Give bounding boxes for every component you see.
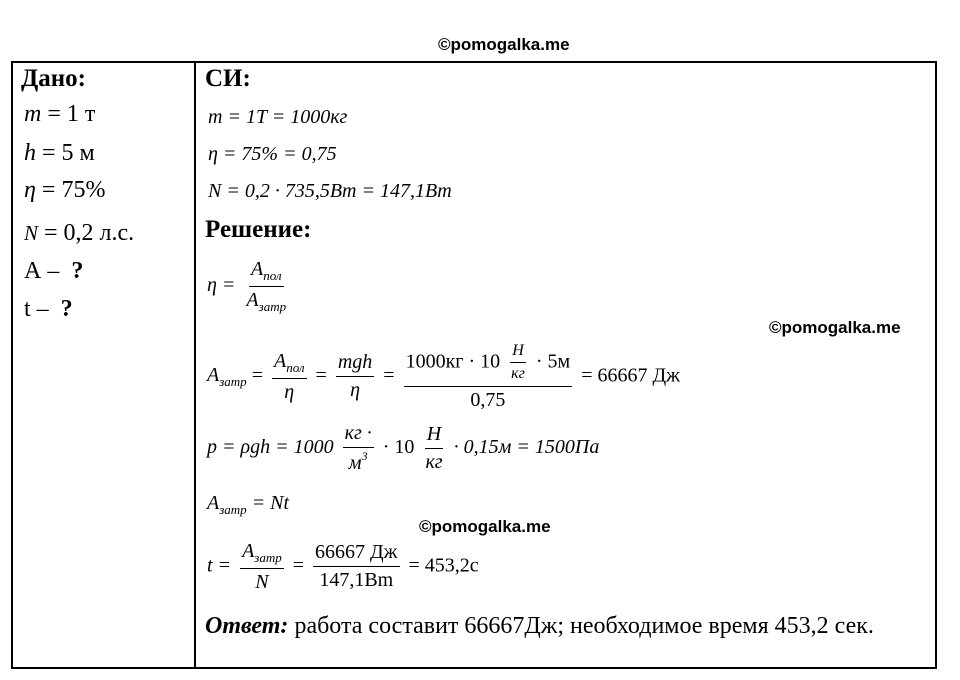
f2-eq3: = xyxy=(383,364,395,387)
formula-efficiency-frac xyxy=(244,258,288,315)
f2-lhs-main: A xyxy=(207,364,220,387)
f2-c-den: 0,75 xyxy=(470,388,506,411)
f1-den-main: A xyxy=(246,288,259,311)
f5-a-num-main: A xyxy=(242,540,255,562)
given-power-value: = 0,2 л.с. xyxy=(44,220,135,246)
f2-c-inner-den: кг xyxy=(511,365,525,383)
answer-text: работа составит 66667Дж; необходимое время 453,2 сек. xyxy=(294,613,874,639)
f2-result: = 66667 Дж xyxy=(581,364,680,387)
f2-a-den: η xyxy=(284,380,295,403)
given-height-value: = 5 м xyxy=(42,140,95,166)
column-divider xyxy=(194,61,196,669)
f2-eq2: = xyxy=(315,364,327,387)
f2-frac-a xyxy=(272,350,307,404)
formula-total-work xyxy=(207,342,680,412)
f2-frac-b xyxy=(336,351,374,402)
f5-eq: = xyxy=(292,554,305,577)
f1-num-sub: пол xyxy=(263,268,282,283)
f5-frac-b xyxy=(313,541,399,592)
f3-h-den: кг xyxy=(425,451,443,473)
si-power: N = 0,2 · 735,5Bm = 147,1Bm xyxy=(208,180,452,202)
answer-label: Ответ: xyxy=(205,613,289,639)
given-efficiency xyxy=(24,177,105,204)
si-mass: m = 1T = 1000кг xyxy=(208,106,348,128)
si-efficiency: η = 75% = 0,75 xyxy=(208,143,337,165)
f5-a-den: N xyxy=(255,570,269,593)
f4-main: A xyxy=(207,492,220,514)
f3-frac-density xyxy=(343,422,374,475)
formula-time xyxy=(207,540,479,594)
f3-k-den: м xyxy=(348,452,362,474)
given-power-var: N xyxy=(24,221,39,245)
f5-lhs: t = xyxy=(207,554,232,577)
given-efficiency-value: = 75% xyxy=(41,177,106,203)
answer xyxy=(205,611,925,641)
f5-result: = 453,2c xyxy=(408,554,479,577)
given-height-var: h xyxy=(24,140,36,166)
f4-rest: = Nt xyxy=(251,492,290,514)
f2-lhs-sub: затр xyxy=(219,374,247,390)
unknown-work xyxy=(24,258,83,285)
f5-a-num-sub: затр xyxy=(254,550,282,565)
unknown-time-mark: ? xyxy=(60,296,73,322)
f1-den-sub: затр xyxy=(258,298,287,314)
watermark-middle: ©pomogalka.me xyxy=(419,517,551,536)
given-mass xyxy=(24,101,95,128)
f3-k-num: кг · xyxy=(343,422,374,448)
given-mass-value: = 1 т xyxy=(47,101,96,127)
watermark-right: ©pomogalka.me xyxy=(769,318,901,337)
f3-k-den-sup: 3 xyxy=(361,449,368,463)
f5-b-den: 147,1Bm xyxy=(319,569,394,592)
given-power xyxy=(24,220,134,247)
f5-frac-a xyxy=(240,540,284,594)
f2-a-num-main: A xyxy=(273,349,287,372)
watermark-top: ©pomogalka.me xyxy=(438,35,570,54)
f3-mid: · 10 xyxy=(382,436,415,459)
given-mass-var: m xyxy=(24,101,42,127)
formula-pressure xyxy=(207,422,599,475)
unknown-time xyxy=(24,296,73,323)
given-efficiency-var: η xyxy=(24,177,36,203)
f2-c-num-a: 1000кг · 10 xyxy=(405,350,501,373)
f2-c-inner-num: H xyxy=(510,342,526,363)
f2-b-num: mgh xyxy=(336,351,374,377)
f2-c-num-b: · 5м xyxy=(535,350,571,373)
unknown-time-label: t – xyxy=(24,296,49,322)
f5-b-num: 66667 Дж xyxy=(313,541,399,567)
given-height xyxy=(24,140,95,167)
f4-sub: затр xyxy=(219,502,247,517)
f3-lhs: p = ρgh = 1000 xyxy=(207,436,334,459)
si-title: СИ: xyxy=(205,65,251,92)
f3-h-num: H xyxy=(425,423,443,449)
formula-efficiency xyxy=(207,258,292,315)
f2-eq1: = xyxy=(251,364,263,387)
f2-b-den: η xyxy=(350,379,361,402)
f2-frac-c xyxy=(404,342,573,412)
formula-efficiency-lhs: η = xyxy=(207,274,236,297)
given-title: Дано: xyxy=(21,65,86,92)
f3-frac-g xyxy=(423,423,444,474)
f2-a-num-sub: пол xyxy=(286,359,305,375)
formula-work-power xyxy=(207,492,289,518)
f1-num-main: A xyxy=(250,258,264,280)
solution-title: Решение: xyxy=(205,216,312,243)
unknown-work-mark: ? xyxy=(71,258,84,284)
unknown-work-label: А – xyxy=(24,258,60,284)
f2-c-inner-frac xyxy=(509,342,527,384)
f3-rest: · 0,15м = 1500Па xyxy=(453,436,600,459)
